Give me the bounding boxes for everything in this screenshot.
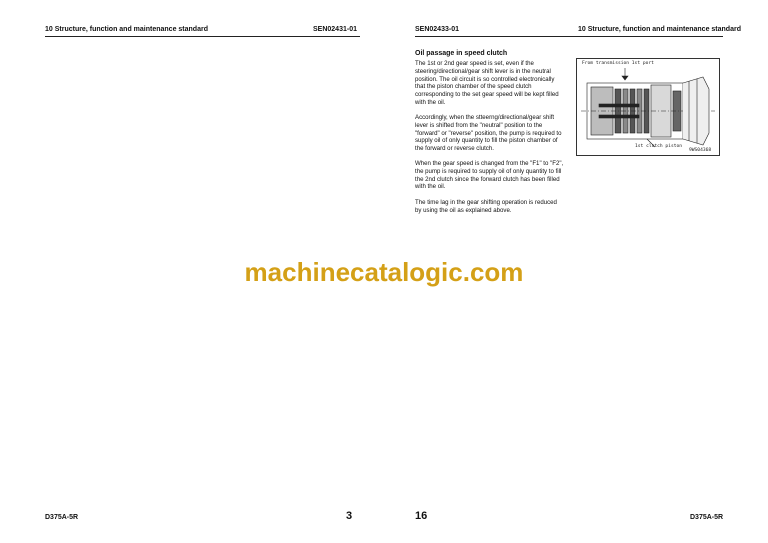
figure-label-bottom: 1st clutch piston (635, 144, 683, 149)
paragraph-4: The time lag in the gear shifting operation is reduced by using the oil as explained above. (415, 199, 557, 214)
paragraph-1: The 1st or 2nd gear speed is set, even if the steering/directional/gear shift lever is in the neutral position. The oil circuit is so controlled electronically that the piston chamber of the speed clutch corresponding to the set gear speed will be kept filled with the oil. (415, 60, 559, 106)
left-footer-model: D375A-5R (45, 514, 79, 521)
figure-label-top: From transmission 1st port (582, 61, 654, 66)
paragraph-2: Accordingly, when the stteerng/directional/gear shift lever is shifted from the "neutral" position to the "forward" or "reverse" position, the pump is required to supply oil of only quantity to fill the piston chamber of the forward or reverse clutch. (415, 114, 562, 153)
left-header-rule (45, 36, 360, 37)
left-header-title: 10 Structure, function and maintenance standard (45, 26, 208, 33)
right-page-number: 16 (415, 510, 428, 522)
paragraph-3: When the gear speed is changed from the "F1" to "F2", the pump is required to supply oil of only quantity to fill the 2nd clutch since the forward clutch has been filled with the oil. (415, 160, 564, 191)
clutch-figure (576, 58, 720, 156)
clutch-cross-section-drawing (577, 59, 719, 155)
right-header-rule (415, 36, 723, 37)
watermark-text: machinecatalogic.com (244, 257, 524, 287)
right-header-title: 10 Structure, function and maintenance standard (578, 26, 741, 33)
left-doc-code: SEN02431-01 (313, 26, 357, 33)
right-footer-model: D375A-5R (690, 514, 724, 521)
right-doc-code: SEN02433-01 (415, 26, 459, 33)
figure-id: 9WS04368 (689, 148, 712, 153)
section-title: Oil passage in speed clutch (415, 50, 508, 57)
left-page-number: 3 (346, 510, 353, 522)
